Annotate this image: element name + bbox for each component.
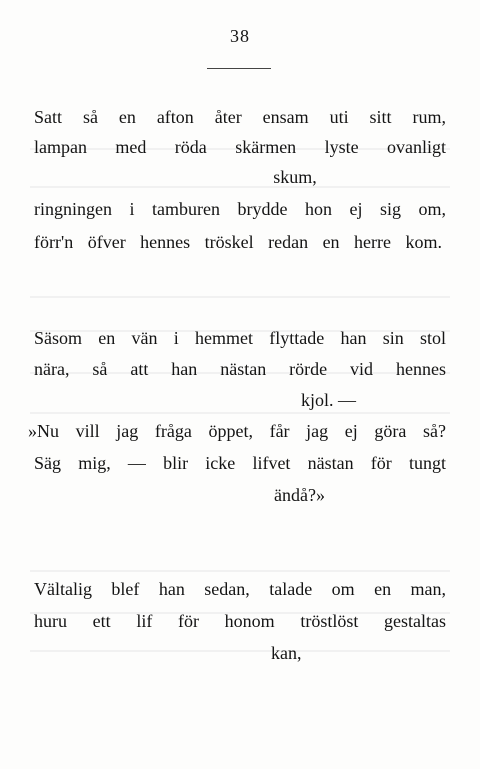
header-rule <box>207 68 271 69</box>
bleed-through-line <box>30 412 450 414</box>
poem-line: huru ett lif för honom tröstlöst gestaltas <box>34 611 446 631</box>
poem-line: nära, så att han nästan rörde vid hennes <box>34 359 446 379</box>
bleed-through-line <box>30 570 450 572</box>
poem-line: skum, <box>273 167 317 187</box>
bleed-through-line <box>30 650 450 652</box>
poem-line: Säsom en vän i hemmet flyttade han sin stol <box>34 328 446 348</box>
poem-line: lampan med röda skärmen lyste ovanligt <box>34 137 446 157</box>
poem-line: Säg mig, — blir icke lifvet nästan för tungt <box>34 453 446 473</box>
page-number: 38 <box>230 26 250 46</box>
poem-line: Satt så en afton åter ensam uti sitt rum, <box>34 107 446 127</box>
poem-line: Vältalig blef han sedan, talade om en man, <box>34 579 446 599</box>
poem-line: kjol. — <box>301 390 357 410</box>
poem-line: ändå?» <box>274 485 325 505</box>
poem-line: »Nu vill jag fråga öppet, får jag ej göra så? <box>28 421 446 441</box>
bleed-through-line <box>30 296 450 298</box>
poem-line: förr'n öfver hennes tröskel redan en herre kom. <box>34 232 442 252</box>
poem-line: kan, <box>271 643 302 663</box>
poem-line: ringningen i tamburen brydde hon ej sig om, <box>34 199 446 219</box>
